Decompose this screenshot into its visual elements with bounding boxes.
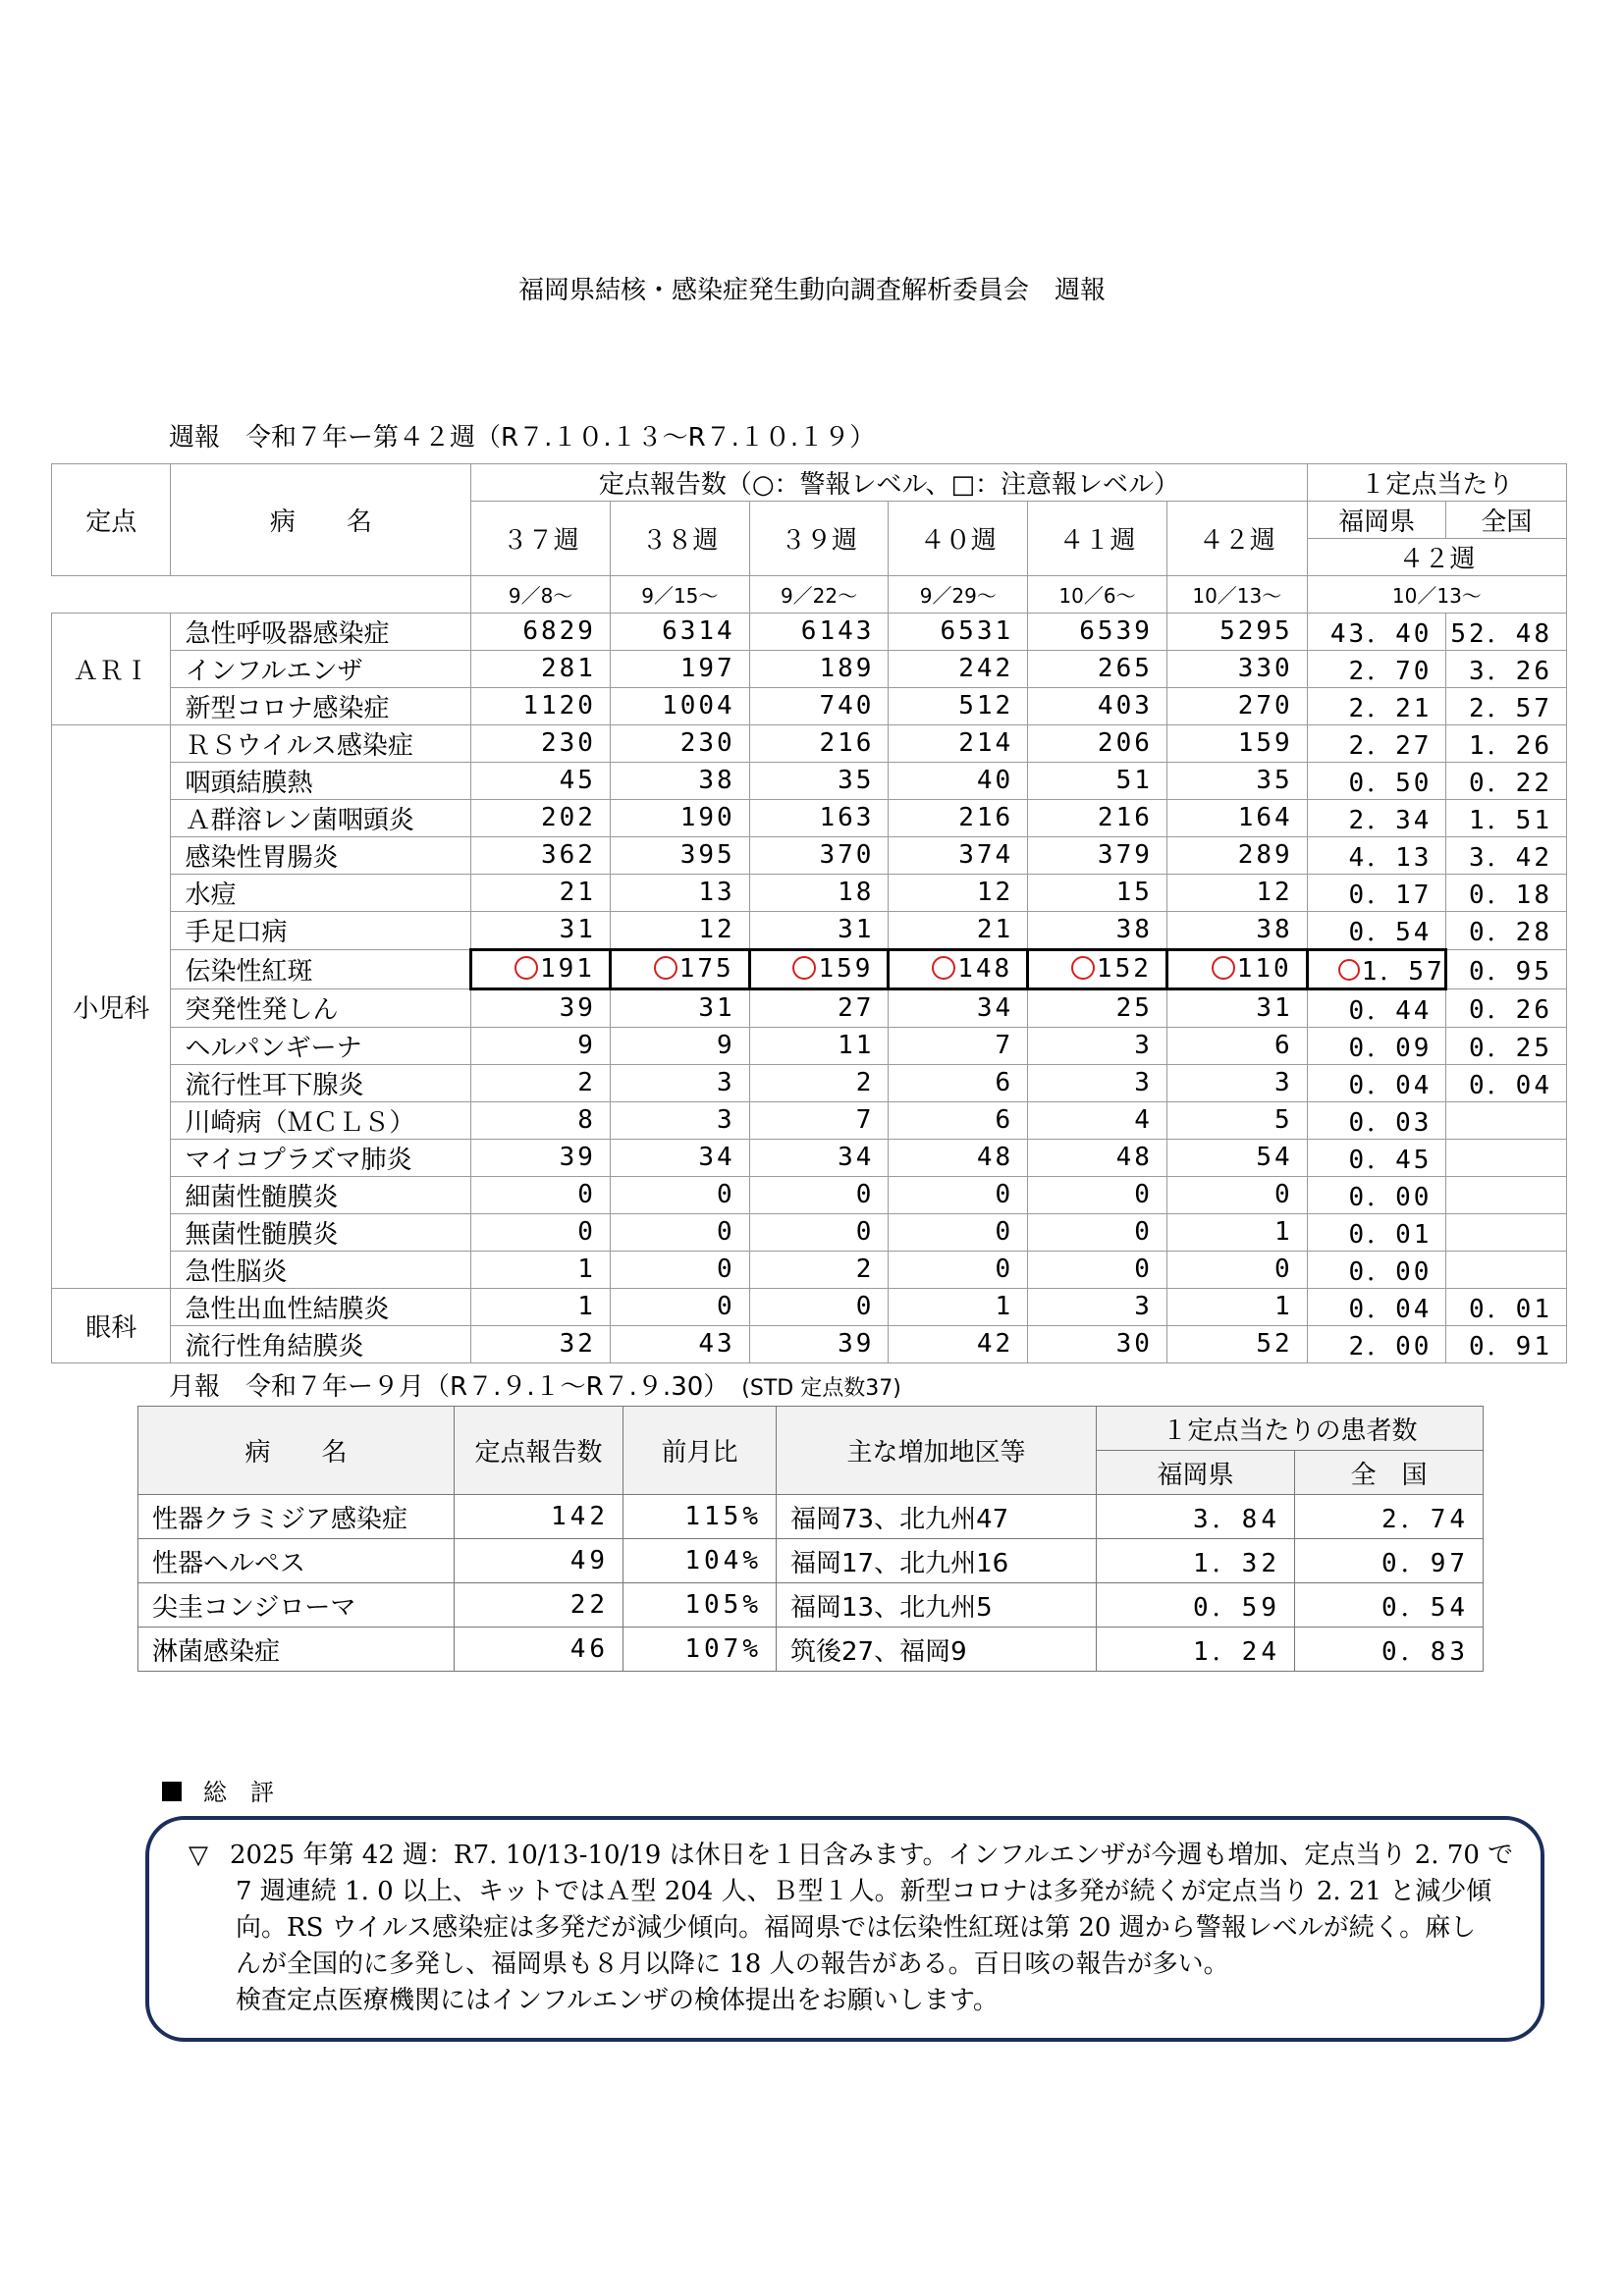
monthly-national: 0．83 [1295, 1628, 1484, 1672]
per-site-national [1446, 1176, 1567, 1213]
weekly-count: 159 [1166, 724, 1307, 762]
weekly-count: 21 [471, 874, 611, 911]
table-row [52, 1027, 1567, 1064]
header-week-37: ３７週 [471, 502, 611, 576]
weekly-count: 54 [1166, 1139, 1307, 1176]
weekly-count: 0 [610, 1251, 749, 1288]
category-label: 眼科 [52, 1288, 171, 1362]
table-row [52, 799, 1567, 836]
weekly-count: 216 [889, 799, 1028, 836]
alert-circle-icon [932, 956, 955, 980]
disease-name: Ａ群溶レン菌咽頭炎 [171, 799, 471, 836]
weekly-count: 18 [749, 874, 889, 911]
weekly-count: 6 [1166, 1027, 1307, 1064]
weekly-count: 31 [749, 911, 889, 949]
per-site-fukuoka: 0．54 [1307, 911, 1446, 949]
per-site-national [1446, 1213, 1567, 1251]
table-row [52, 988, 1567, 1027]
table-row [138, 1583, 1484, 1628]
disease-name: 感染性胃腸炎 [171, 836, 471, 874]
weekly-count: 31 [1166, 988, 1307, 1027]
header-week-41: ４１週 [1028, 502, 1167, 576]
weekly-count: 1 [1166, 1288, 1307, 1325]
weekly-count: 1004 [610, 687, 749, 724]
summary-text: ▽ 2025 年第 42 週：R7. 10/13-10/19 は休日を１日含みます。インフルエンザが今週も増加、定点当り 2. 70 で 7 週連続 1. 0 以上、キットではＡ型 204 人、Ｂ型１人。新型コロナは多発が続くが定点当り 2. 21 と減少傾 向。RS ウイルス感染症は多発だが減少傾向。福岡県では伝染性紅斑は第 20 週から警報レベルが続く。麻し んが全国的に多発し、福岡県も８月以降に 18 人の報告がある。百日咳の報告が多い。 検査定点医療機関にはインフルエンザの検体提出をお願いします。 [189, 1841, 1514, 2015]
weekly-heading: 週報 令和７年ー第４２週（R７.１０.１３〜R７.１０.１９） [169, 423, 876, 453]
weekly-count: 175 [610, 949, 749, 988]
date-40: 9／29〜 [889, 576, 1028, 614]
monthly-national: 0．54 [1295, 1583, 1484, 1628]
weekly-count: 0 [471, 1176, 611, 1213]
weekly-count: 32 [471, 1325, 611, 1362]
weekly-count: 1120 [471, 687, 611, 724]
per-site-national: 0．04 [1446, 1064, 1567, 1101]
monthly-fukuoka: 3．84 [1097, 1495, 1295, 1539]
date-42: 10／13〜 [1166, 576, 1307, 614]
per-site-national: 52．48 [1446, 613, 1567, 650]
monthly-disease: 淋菌感染症 [138, 1628, 455, 1672]
per-site-national [1446, 1251, 1567, 1288]
table-row [138, 1539, 1484, 1583]
table-row [52, 1213, 1567, 1251]
m-header-regions: 主な増加地区等 [777, 1407, 1097, 1495]
monthly-reports: 22 [455, 1583, 623, 1628]
m-header-national: 全 国 [1295, 1451, 1484, 1495]
weekly-count: 40 [889, 762, 1028, 799]
header-week-38: ３８週 [610, 502, 749, 576]
weekly-count: 51 [1028, 762, 1167, 799]
monthly-report-table [137, 1406, 1484, 1672]
weekly-count: 1 [471, 1251, 611, 1288]
per-site-fukuoka: 0．44 [1307, 988, 1446, 1027]
per-site-fukuoka: 43．40 [1307, 613, 1446, 650]
per-site-fukuoka: 0．09 [1307, 1027, 1446, 1064]
weekly-count: 206 [1028, 724, 1167, 762]
weekly-count: 0 [610, 1176, 749, 1213]
weekly-count: 12 [610, 911, 749, 949]
weekly-count: 216 [1028, 799, 1167, 836]
weekly-count: 6531 [889, 613, 1028, 650]
monthly-heading: 月報 令和７年ー９月（R７.９.１〜R７.９.30） (STD 定点数37) [169, 1372, 901, 1402]
table-row [52, 1325, 1567, 1362]
disease-name: 流行性耳下腺炎 [171, 1064, 471, 1101]
weekly-count: 7 [749, 1101, 889, 1139]
weekly-count: 5295 [1166, 613, 1307, 650]
weekly-count: 6 [889, 1064, 1028, 1101]
per-site-fukuoka: 2．21 [1307, 687, 1446, 724]
disease-name: 新型コロナ感染症 [171, 687, 471, 724]
summary-heading: 総 評 [162, 1773, 274, 1807]
weekly-count: 374 [889, 836, 1028, 874]
weekly-count: 2 [749, 1064, 889, 1101]
weekly-count: 34 [610, 1139, 749, 1176]
weekly-count: 12 [1166, 874, 1307, 911]
weekly-count: 3 [1028, 1288, 1167, 1325]
monthly-national: 2．74 [1295, 1495, 1484, 1539]
date-41: 10／6〜 [1028, 576, 1167, 614]
weekly-count: 15 [1028, 874, 1167, 911]
weekly-count: 45 [471, 762, 611, 799]
disease-name: 伝染性紅斑 [171, 949, 471, 988]
weekly-count: 0 [1028, 1176, 1167, 1213]
monthly-ratio: 104% [623, 1539, 777, 1583]
header-report-group: 定点報告数（○：警報レベル、□：注意報レベル） [471, 464, 1307, 502]
weekly-count: 110 [1166, 949, 1307, 988]
weekly-count: 52 [1166, 1325, 1307, 1362]
disease-name: 咽頭結膜熱 [171, 762, 471, 799]
date-37: 9／8〜 [471, 576, 611, 614]
weekly-count: 362 [471, 836, 611, 874]
weekly-count: 216 [749, 724, 889, 762]
weekly-count: 512 [889, 687, 1028, 724]
weekly-count: 48 [889, 1139, 1028, 1176]
weekly-count: 395 [610, 836, 749, 874]
per-site-fukuoka: 0．01 [1307, 1213, 1446, 1251]
weekly-count: 39 [471, 988, 611, 1027]
weekly-count: 148 [889, 949, 1028, 988]
weekly-count: 3 [1028, 1064, 1167, 1101]
table-row [52, 949, 1567, 988]
weekly-count: 0 [610, 1213, 749, 1251]
weekly-count: 0 [610, 1288, 749, 1325]
weekly-count: 35 [1166, 762, 1307, 799]
m-header-per-site: １定点当たりの患者数 [1097, 1407, 1484, 1451]
per-site-national: 0．18 [1446, 874, 1567, 911]
weekly-count: 35 [749, 762, 889, 799]
table-row [138, 1495, 1484, 1539]
monthly-ratio: 107% [623, 1628, 777, 1672]
weekly-count: 197 [610, 650, 749, 687]
weekly-count: 370 [749, 836, 889, 874]
monthly-regions: 福岡17、北九州16 [777, 1539, 1097, 1583]
weekly-count: 13 [610, 874, 749, 911]
table-row [52, 874, 1567, 911]
summary-box [145, 1816, 1544, 2042]
per-site-fukuoka: 0．17 [1307, 874, 1446, 911]
header-week-40: ４０週 [889, 502, 1028, 576]
triangle-bullet-icon: ▽ [189, 1841, 208, 1870]
weekly-count: 214 [889, 724, 1028, 762]
weekly-count: 242 [889, 650, 1028, 687]
weekly-count: 2 [471, 1064, 611, 1101]
date-38: 9／15〜 [610, 576, 749, 614]
per-site-national: 0．25 [1446, 1027, 1567, 1064]
weekly-count: 0 [1028, 1213, 1167, 1251]
weekly-count: 1 [471, 1288, 611, 1325]
per-site-fukuoka: 2．34 [1307, 799, 1446, 836]
per-site-fukuoka: 0．45 [1307, 1139, 1446, 1176]
document-title: 福岡県結核・感染症発生動向調査解析委員会 週報 [517, 276, 1106, 305]
weekly-count: 0 [749, 1288, 889, 1325]
weekly-count: 164 [1166, 799, 1307, 836]
category-label: 小児科 [52, 724, 171, 1288]
monthly-fukuoka: 1．32 [1097, 1539, 1295, 1583]
disease-name: 急性脳炎 [171, 1251, 471, 1288]
weekly-count: 330 [1166, 650, 1307, 687]
per-site-fukuoka: 0．50 [1307, 762, 1446, 799]
per-site-fukuoka: 2．00 [1307, 1325, 1446, 1362]
weekly-count: 379 [1028, 836, 1167, 874]
alert-circle-icon [654, 956, 677, 980]
table-row [52, 911, 1567, 949]
header-per-site-week: ４２週 [1307, 539, 1566, 576]
weekly-report-table [51, 463, 1567, 1363]
weekly-count: 6143 [749, 613, 889, 650]
table-row [52, 762, 1567, 799]
table-row [52, 650, 1567, 687]
monthly-disease: 性器クラミジア感染症 [138, 1495, 455, 1539]
weekly-count: 4 [1028, 1101, 1167, 1139]
table-row [52, 1101, 1567, 1139]
per-site-fukuoka: 0．00 [1307, 1176, 1446, 1213]
weekly-count: 0 [889, 1251, 1028, 1288]
weekly-count: 39 [749, 1325, 889, 1362]
date-per-site: 10／13〜 [1307, 576, 1566, 614]
weekly-count: 0 [889, 1176, 1028, 1213]
weekly-count: 230 [471, 724, 611, 762]
per-site-national: 0．91 [1446, 1325, 1567, 1362]
alert-circle-icon [792, 956, 816, 980]
weekly-count: 230 [610, 724, 749, 762]
per-site-national: 3．42 [1446, 836, 1567, 874]
weekly-count: 38 [610, 762, 749, 799]
monthly-fukuoka: 0．59 [1097, 1583, 1295, 1628]
weekly-count: 1 [889, 1288, 1028, 1325]
monthly-reports: 46 [455, 1628, 623, 1672]
per-site-national: 0．95 [1446, 949, 1567, 988]
weekly-count: 1 [1166, 1213, 1307, 1251]
per-site-national: 3．26 [1446, 650, 1567, 687]
weekly-count: 163 [749, 799, 889, 836]
category-label: ＡＲＩ [52, 613, 171, 724]
weekly-count: 11 [749, 1027, 889, 1064]
m-header-disease: 病 名 [138, 1407, 455, 1495]
weekly-count: 31 [610, 988, 749, 1027]
alert-circle-icon [1071, 956, 1095, 980]
weekly-count: 281 [471, 650, 611, 687]
per-site-national [1446, 1139, 1567, 1176]
disease-name: 急性出血性結膜炎 [171, 1288, 471, 1325]
table-row [52, 1064, 1567, 1101]
weekly-count: 190 [610, 799, 749, 836]
table-row [52, 724, 1567, 762]
weekly-count: 6829 [471, 613, 611, 650]
weekly-count: 21 [889, 911, 1028, 949]
weekly-count: 0 [1166, 1251, 1307, 1288]
monthly-disease: 性器ヘルペス [138, 1539, 455, 1583]
monthly-reports: 142 [455, 1495, 623, 1539]
weekly-count: 289 [1166, 836, 1307, 874]
per-site-fukuoka: 0．04 [1307, 1288, 1446, 1325]
weekly-count: 5 [1166, 1101, 1307, 1139]
disease-name: 水痘 [171, 874, 471, 911]
weekly-count: 9 [610, 1027, 749, 1064]
weekly-count: 6539 [1028, 613, 1167, 650]
header-disease: 病 名 [171, 464, 471, 576]
per-site-fukuoka: 0．03 [1307, 1101, 1446, 1139]
weekly-count: 0 [1028, 1251, 1167, 1288]
table-row [52, 613, 1567, 650]
weekly-count: 27 [749, 988, 889, 1027]
weekly-count: 0 [471, 1213, 611, 1251]
header-week-39: ３９週 [749, 502, 889, 576]
weekly-count: 3 [1028, 1027, 1167, 1064]
per-site-national: 1．26 [1446, 724, 1567, 762]
disease-name: 川崎病（ＭＣＬＳ） [171, 1101, 471, 1139]
weekly-count: 6314 [610, 613, 749, 650]
m-header-fukuoka: 福岡県 [1097, 1451, 1295, 1495]
alert-circle-icon [514, 956, 538, 980]
weekly-count: 202 [471, 799, 611, 836]
header-national: 全国 [1446, 502, 1567, 539]
monthly-disease: 尖圭コンジローマ [138, 1583, 455, 1628]
disease-name: インフルエンザ [171, 650, 471, 687]
table-row [52, 687, 1567, 724]
monthly-ratio: 105% [623, 1583, 777, 1628]
disease-name: 無菌性髄膜炎 [171, 1213, 471, 1251]
weekly-count: 159 [749, 949, 889, 988]
per-site-national: 0．22 [1446, 762, 1567, 799]
weekly-count: 3 [610, 1101, 749, 1139]
date-39: 9／22〜 [749, 576, 889, 614]
weekly-count: 43 [610, 1325, 749, 1362]
per-site-fukuoka: 2．70 [1307, 650, 1446, 687]
disease-name: マイコプラズマ肺炎 [171, 1139, 471, 1176]
per-site-national: 0．26 [1446, 988, 1567, 1027]
weekly-count: 12 [889, 874, 1028, 911]
weekly-count: 0 [1166, 1176, 1307, 1213]
weekly-count: 25 [1028, 988, 1167, 1027]
weekly-count: 270 [1166, 687, 1307, 724]
per-site-national: 0．01 [1446, 1288, 1567, 1325]
per-site-fukuoka: 4．13 [1307, 836, 1446, 874]
disease-name: 突発性発しん [171, 988, 471, 1027]
header-week-42: ４２週 [1166, 502, 1307, 576]
monthly-national: 0．97 [1295, 1539, 1484, 1583]
table-row [52, 1288, 1567, 1325]
monthly-ratio: 115% [623, 1495, 777, 1539]
weekly-count: 0 [749, 1176, 889, 1213]
header-teiten: 定点 [52, 464, 171, 576]
weekly-count: 39 [471, 1139, 611, 1176]
table-row [52, 836, 1567, 874]
monthly-regions: 福岡73、北九州47 [777, 1495, 1097, 1539]
weekly-count: 0 [749, 1213, 889, 1251]
table-row [138, 1628, 1484, 1672]
per-site-national: 1．51 [1446, 799, 1567, 836]
weekly-count: 740 [749, 687, 889, 724]
disease-name: 急性呼吸器感染症 [171, 613, 471, 650]
monthly-reports: 49 [455, 1539, 623, 1583]
weekly-count: 42 [889, 1325, 1028, 1362]
weekly-count: 7 [889, 1027, 1028, 1064]
monthly-regions: 筑後27、福岡9 [777, 1628, 1097, 1672]
weekly-count: 189 [749, 650, 889, 687]
disease-name: 流行性角結膜炎 [171, 1325, 471, 1362]
m-header-reports: 定点報告数 [455, 1407, 623, 1495]
header-per-site: １定点当たり [1307, 464, 1566, 502]
weekly-count: 265 [1028, 650, 1167, 687]
weekly-count: 38 [1028, 911, 1167, 949]
per-site-fukuoka: 0．00 [1307, 1251, 1446, 1288]
weekly-count: 34 [749, 1139, 889, 1176]
weekly-count: 152 [1028, 949, 1167, 988]
per-site-fukuoka: 2．27 [1307, 724, 1446, 762]
per-site-fukuoka: 1．57 [1307, 949, 1446, 988]
disease-name: ヘルパンギーナ [171, 1027, 471, 1064]
alert-circle-icon [1338, 959, 1360, 981]
date-spacer [52, 576, 471, 614]
header-fukuoka: 福岡県 [1307, 502, 1446, 539]
weekly-count: 6 [889, 1101, 1028, 1139]
weekly-count: 3 [1166, 1064, 1307, 1101]
per-site-national: 0．28 [1446, 911, 1567, 949]
weekly-count: 0 [889, 1213, 1028, 1251]
weekly-count: 34 [889, 988, 1028, 1027]
monthly-fukuoka: 1．24 [1097, 1628, 1295, 1672]
weekly-count: 8 [471, 1101, 611, 1139]
disease-name: ＲＳウイルス感染症 [171, 724, 471, 762]
per-site-fukuoka: 0．04 [1307, 1064, 1446, 1101]
weekly-count: 38 [1166, 911, 1307, 949]
per-site-national: 2．57 [1446, 687, 1567, 724]
m-header-ratio: 前月比 [623, 1407, 777, 1495]
weekly-count: 30 [1028, 1325, 1167, 1362]
alert-circle-icon [1212, 956, 1235, 980]
weekly-count: 48 [1028, 1139, 1167, 1176]
monthly-regions: 福岡13、北九州5 [777, 1583, 1097, 1628]
weekly-count: 191 [471, 949, 611, 988]
weekly-count: 2 [749, 1251, 889, 1288]
disease-name: 細菌性髄膜炎 [171, 1176, 471, 1213]
per-site-national [1446, 1101, 1567, 1139]
weekly-count: 3 [610, 1064, 749, 1101]
square-bullet-icon [162, 1782, 182, 1801]
table-row [52, 1176, 1567, 1213]
weekly-count: 9 [471, 1027, 611, 1064]
weekly-count: 403 [1028, 687, 1167, 724]
disease-name: 手足口病 [171, 911, 471, 949]
table-row [52, 1251, 1567, 1288]
weekly-count: 31 [471, 911, 611, 949]
table-row [52, 1139, 1567, 1176]
